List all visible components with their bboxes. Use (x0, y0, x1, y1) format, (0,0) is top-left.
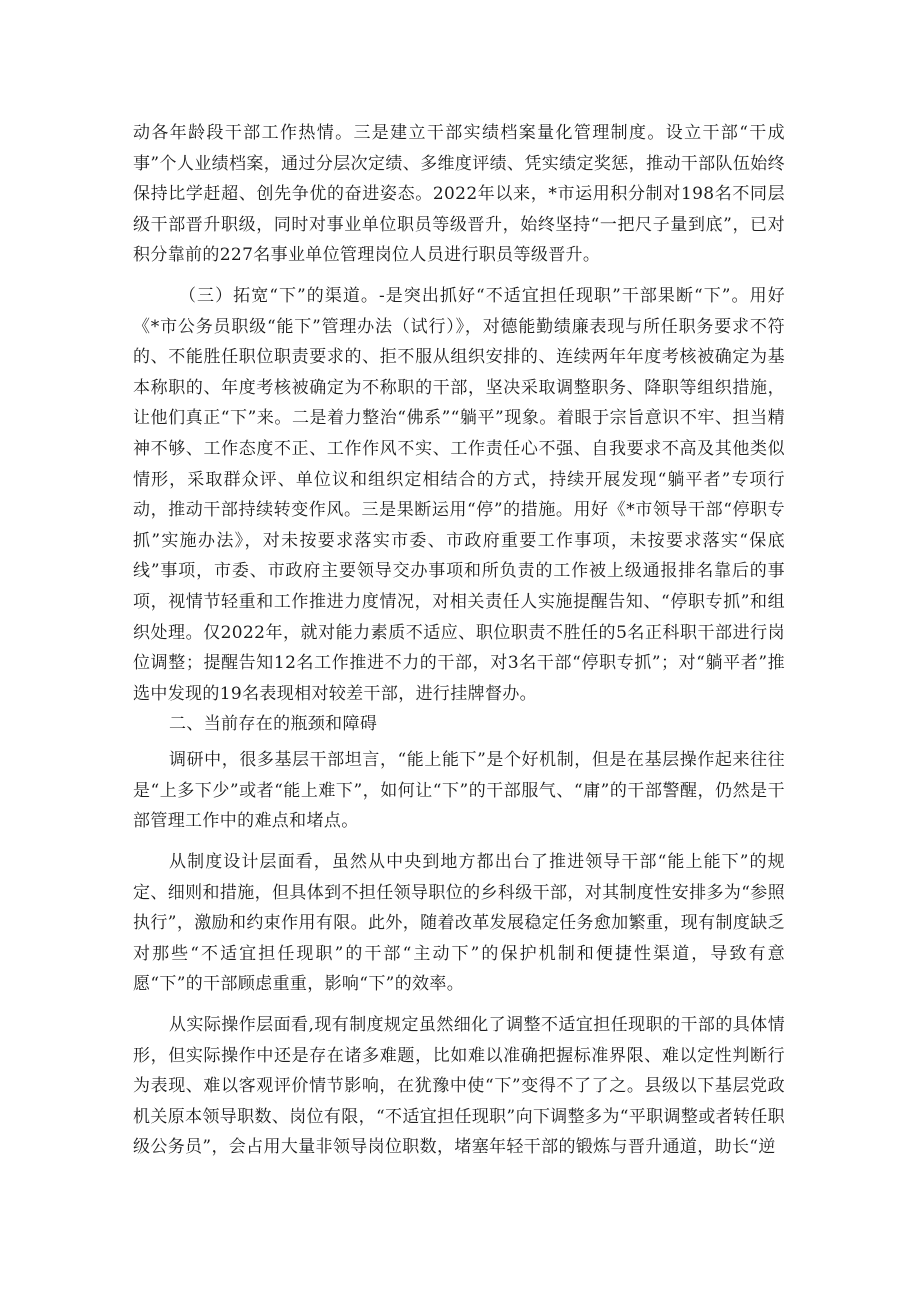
paragraph-system-design-level: 从制度设计层面看，虽然从中央到地方都出台了推进领导干部“能上能下”的规定、细则和措施，但具体到不担任领导职位的乡科级干部，对其制度性安排多为“参照执行”，激励和约束作用有限。此外，随着改革发展稳定任务愈加繁重，现有制度缺乏对那些“不适宜担任现职”的干部“主动下”的保护机制和便捷性渠道，导致有意愿“下”的干部顾虑重重，影响“下”的效率。 (133, 852, 785, 995)
document-page (133, 118, 785, 1163)
paragraph-practical-operation-level: 从实际操作层面看,现有制度规定虽然细化了调整不适宜担任现职的干部的具体情形，但实际操作中还是存在诸多难题，比如难以准确把握标准界限、难以定性判断行为表现、难以客观评价情节影响，在犹豫中使“下”变得不了了之。县级以下基层党政机关原本领导职数、岗位有限，“不适宜担任现职”向下调整多为“平职调整或者转任职级公务员”，会占用大量非领导岗位职数，堵塞年轻干部的锻炼与晋升通道，助长“逆 (133, 1015, 785, 1158)
section-heading-bottlenecks: 二、当前存在的瓶颈和障碍 (169, 714, 378, 735)
paragraph-survey-findings: 调研中，很多基层干部坦言，“能上能下”是个好机制，但是在基层操作起来往往是“上多下少”或者“能上难下”，如何让“下”的干部服气、“庸”的干部警醒，仍然是干部管理工作中的难点和堵点。 (133, 750, 785, 832)
paragraph-broaden-down-channels: （三）拓宽“下”的渠道。-是突出抓好“不适宜担任现职”干部果断“下”。用好《*市公务员职级“能下”管理办法（试行）》，对德能勤绩廉表现与所任职务要求不符的、不能胜任职位职责要求的、拒不服从组织安排的、连续两年年度考核被确定为基本称职的、年度考核被确定为不称职的干部，坚决采取调整职务、降职等组织措施，让他们真正“下”来。二是着力整治“佛系”“躺平”现象。着眼于宗旨意识不牢、担当精神不够、工作态度不正、工作作风不实、工作责任心不强、自我要求不高及其他类似情形，采取群众评、单位议和组织定相结合的方式，持续开展发现“躺平者”专项行动，推动干部持续转变作风。三是果断运用“停”的措施。用好《*市领导干部“停职专抓”实施办法》，对未按要求落实市委、市政府重要工作事项，未按要求落实“保底线”事项，市委、市政府主要领导交办事项和所负责的工作被上级通报排名靠后的事项，视情节轻重和工作推进力度情况，对相关责任人实施提醒告知、“停职专抓”和组织处理。仅2022年，就对能力素质不适应、职位职责不胜任的5名正科职干部进行岗位调整；提醒告知12名工作推进不力的干部，对3名干部“停职专抓”；对“躺平者”推选中发现的19名表现相对较差干部，进行挂牌督办。 (133, 285, 785, 704)
paragraph-cadre-performance-archive: 动各年龄段干部工作热情。三是建立干部实绩档案量化管理制度。设立干部“干成事”个人业绩档案，通过分层次定绩、多维度评绩、凭实绩定奖惩，推动干部队伍始终保持比学赶超、创先争优的奋进姿态。2022年以来，*市运用积分制对198名不同层级干部晋升职级，同时对事业单位职员等级晋升，始终坚持“一把尺子量到底”，已对积分靠前的227名事业单位管理岗位人员进行职员等级晋升。 (133, 123, 785, 266)
